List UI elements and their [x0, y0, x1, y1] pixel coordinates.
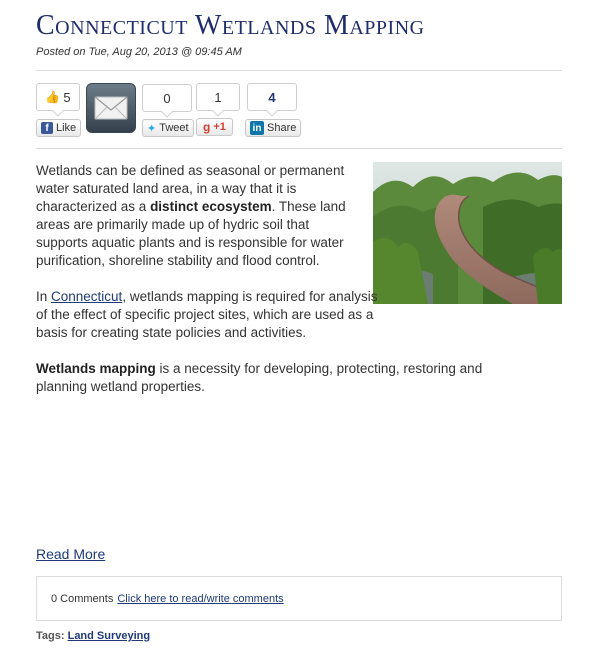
read-more-link[interactable]: Read More: [36, 546, 106, 562]
post-title: Connecticut Wetlands Mapping: [36, 10, 425, 41]
twitter-tweet-button[interactable]: ✦ Tweet: [142, 119, 194, 137]
tags-row: [36, 630, 150, 642]
wetland-boardwalk-image: [373, 162, 562, 304]
divider: [36, 148, 562, 149]
facebook-icon: f: [41, 122, 53, 134]
article-paragraph-2: In Connecticut, wetlands mapping is required for analysis of the effect of specific project sites, which are used as a basis for creating state policies and activities.: [36, 289, 378, 340]
tags-label: Tags:: [36, 630, 65, 642]
google-plus-count: 1: [196, 83, 240, 111]
google-plus-one-button[interactable]: g +1: [196, 118, 233, 136]
post-date: Posted on Tue, Aug 20, 2013 @ 09:45 AM: [36, 46, 242, 58]
comment-count: 0 Comments: [51, 592, 114, 605]
twitter-bird-icon: ✦: [147, 122, 157, 135]
twitter-tweet-count: 0: [142, 84, 192, 112]
article-paragraph-1: Wetlands can be defined as seasonal or permanent water saturated land area, in a way that it is characterized as a distinct ecosystem. These land areas are primarily made up of hydric soil that supports aquatic plants and is responsible for water purification, shoreline stability and flood control.: [36, 163, 346, 268]
linkedin-share-count: 4: [247, 83, 297, 111]
linkedin-icon: in: [250, 121, 264, 135]
tag-link[interactable]: Land Surveying: [67, 630, 151, 642]
facebook-like-count: 👍 5: [36, 83, 80, 111]
connecticut-link[interactable]: Connecticut: [51, 289, 123, 304]
facebook-like-button[interactable]: f Like: [36, 119, 81, 137]
envelope-icon: [94, 96, 128, 120]
article-paragraph-3: Wetlands mapping is a necessity for developing, protecting, restoring and planning wetland properties.: [36, 361, 483, 394]
comments-bar: [36, 576, 562, 621]
divider: [36, 70, 562, 71]
thumbs-up-icon: 👍: [45, 90, 61, 104]
email-share-button[interactable]: [86, 83, 136, 133]
comments-link[interactable]: Click here to read/write comments: [117, 592, 284, 605]
google-plus-icon: g: [203, 120, 211, 134]
linkedin-share-button[interactable]: in Share: [245, 119, 301, 137]
